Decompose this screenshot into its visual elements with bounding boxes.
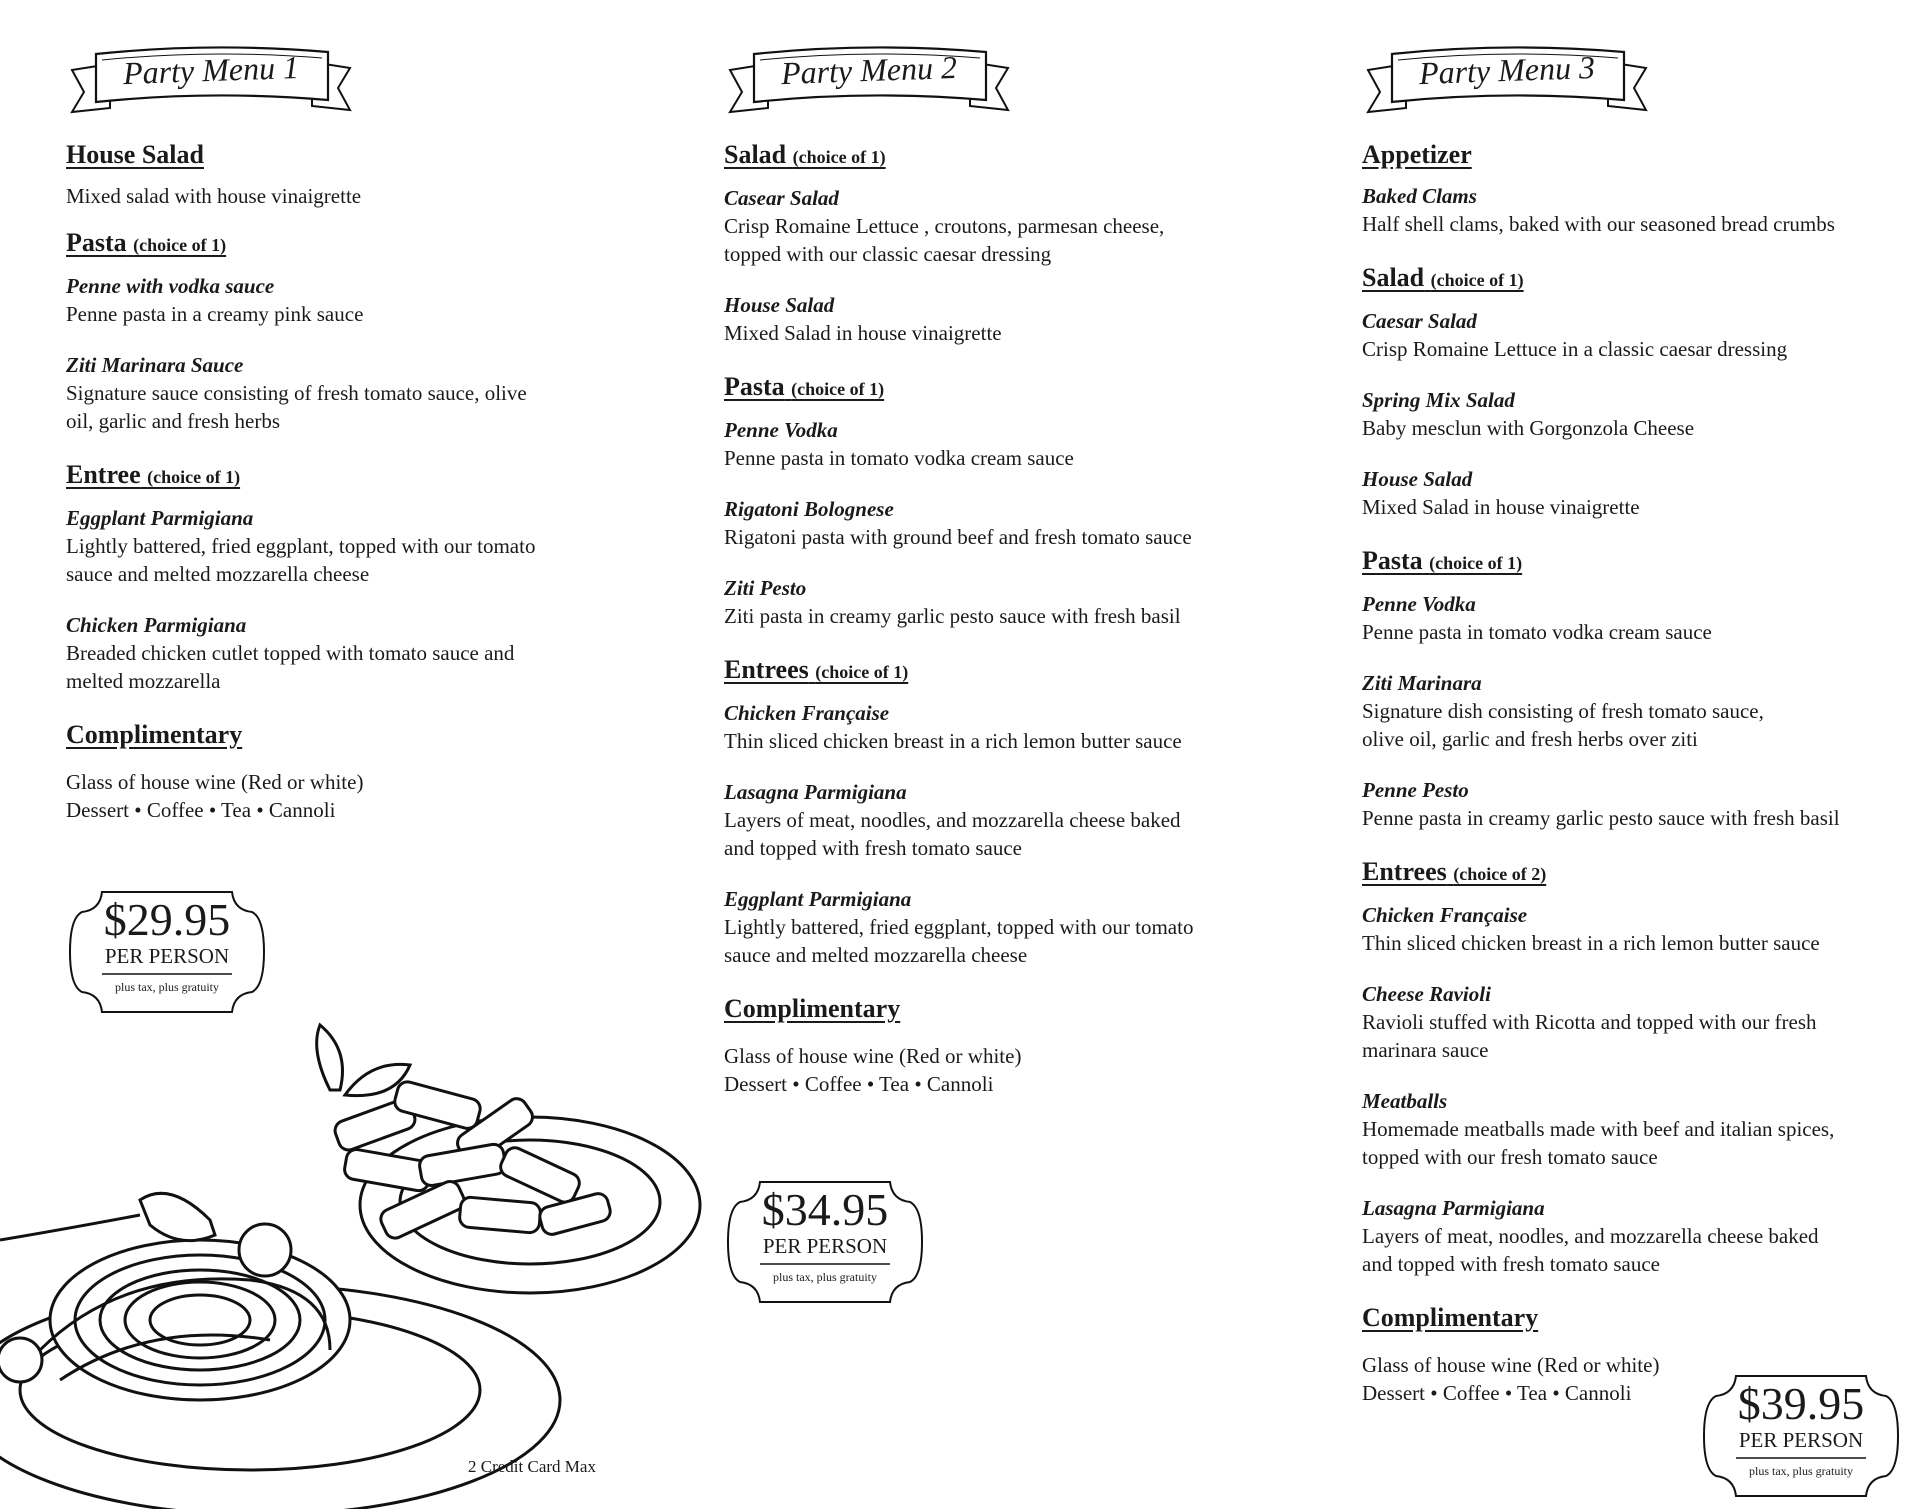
item-desc: Penne pasta in a creamy pink sauce xyxy=(66,302,364,326)
section-heading: Complimentary xyxy=(724,994,901,1023)
menu-item xyxy=(66,272,626,328)
item-desc: and topped with fresh tomato sauce xyxy=(1362,1252,1660,1276)
item-name: Lasagna Parmigiana xyxy=(724,780,907,804)
section-salad xyxy=(724,138,1284,347)
price-note: plus tax, plus gratuity xyxy=(1749,1464,1853,1478)
complimentary-line: Dessert • Coffee • Tea • Cannoli xyxy=(1362,1381,1632,1405)
section-choice: (choice of 1) xyxy=(147,467,241,487)
menu-title: Party Menu 3 xyxy=(1418,48,1596,92)
item-name: Penne Vodka xyxy=(724,418,838,442)
price-badge xyxy=(66,888,268,1016)
section-complimentary xyxy=(66,718,626,824)
section-complimentary xyxy=(724,992,1284,1098)
menu-item xyxy=(66,504,626,588)
item-desc: Ziti pasta in creamy garlic pesto sauce with fresh basil xyxy=(724,604,1181,628)
section-pasta xyxy=(724,370,1284,630)
menu-title: Party Menu 1 xyxy=(122,48,300,92)
section-heading: Pasta xyxy=(1362,546,1423,575)
section-heading: Pasta xyxy=(66,228,127,257)
price-per-person: PER PERSON xyxy=(762,1234,888,1258)
price-amount: $29.95 xyxy=(103,894,231,945)
item-desc: Penne pasta in tomato vodka cream sauce xyxy=(724,446,1074,470)
item-name: Chicken Française xyxy=(724,701,890,725)
menu-title-banner xyxy=(1362,42,1652,122)
menu-title: Party Menu 2 xyxy=(780,48,958,92)
price-note: plus tax, plus gratuity xyxy=(773,1270,877,1284)
section-appetizer xyxy=(1362,138,1920,238)
menu-item xyxy=(724,778,1284,862)
section-entree xyxy=(66,458,626,695)
complimentary-line: Glass of house wine (Red or white) xyxy=(1362,1353,1660,1377)
footer-note: 2 Credit Card Max xyxy=(468,1457,596,1476)
item-desc: Crisp Romaine Lettuce , croutons, parmesan cheese, xyxy=(724,214,1165,238)
price-badge xyxy=(1700,1372,1902,1500)
item-desc: and topped with fresh tomato sauce xyxy=(724,836,1022,860)
item-name: Ziti Pesto xyxy=(724,576,807,600)
price-per-person: PER PERSON xyxy=(104,944,230,968)
section-heading: Entrees xyxy=(724,655,809,684)
section-heading: Complimentary xyxy=(66,720,243,749)
section-heading: Entrees xyxy=(1362,857,1447,886)
menu-item xyxy=(66,611,626,695)
item-name: Lasagna Parmigiana xyxy=(1362,1196,1545,1220)
item-name: Casear Salad xyxy=(724,186,839,210)
item-desc: oil, garlic and fresh herbs xyxy=(66,409,281,433)
menu-item xyxy=(724,699,1284,755)
complimentary-line: Dessert • Coffee • Tea • Cannoli xyxy=(724,1072,994,1096)
item-desc: Signature sauce consisting of fresh tomato sauce, olive xyxy=(66,381,527,405)
section-choice: (choice of 1) xyxy=(1430,270,1524,290)
price-amount: $34.95 xyxy=(761,1184,889,1235)
item-name: Penne Pesto xyxy=(1362,778,1469,802)
section-text: Mixed salad with house vinaigrette xyxy=(66,184,362,208)
section-entrees xyxy=(1362,855,1920,1278)
section-heading: Pasta xyxy=(724,372,785,401)
item-name: Penne with vodka sauce xyxy=(66,274,275,298)
item-desc: topped with our fresh tomato sauce xyxy=(1362,1145,1658,1169)
complimentary-line: Glass of house wine (Red or white) xyxy=(66,770,364,794)
item-desc: Thin sliced chicken breast in a rich lemon butter sauce xyxy=(1362,931,1820,955)
menu-item xyxy=(1362,776,1920,832)
section-choice: (choice of 1) xyxy=(1429,553,1523,573)
item-name: Baked Clams xyxy=(1362,184,1477,208)
menu-item xyxy=(1362,386,1920,442)
item-name: Eggplant Parmigiana xyxy=(724,887,912,911)
menu-item xyxy=(1362,980,1920,1064)
item-desc: olive oil, garlic and fresh herbs over ziti xyxy=(1362,727,1698,751)
menu-item xyxy=(66,351,626,435)
section-choice: (choice of 1) xyxy=(815,662,909,682)
section-pasta xyxy=(1362,544,1920,832)
item-name: Ziti Marinara xyxy=(1362,671,1482,695)
section-entrees xyxy=(724,653,1284,969)
item-desc: Ravioli stuffed with Ricotta and topped with our fresh xyxy=(1362,1010,1817,1034)
pasta-plates-illustration xyxy=(0,1020,710,1509)
section-choice: (choice of 2) xyxy=(1453,864,1547,884)
menu-item xyxy=(724,416,1284,472)
item-name: Meatballs xyxy=(1362,1089,1448,1113)
price-per-person: PER PERSON xyxy=(1738,1428,1864,1452)
item-desc: Half shell clams, baked with our seasoned bread crumbs xyxy=(1362,212,1835,236)
menu-item xyxy=(724,184,1284,268)
section-heading: House Salad xyxy=(66,140,204,169)
item-name: Rigatoni Bolognese xyxy=(724,497,894,521)
menu-item xyxy=(724,495,1284,551)
item-desc: sauce and melted mozzarella cheese xyxy=(66,562,370,586)
item-desc: Penne pasta in creamy garlic pesto sauce with fresh basil xyxy=(1362,806,1840,830)
item-desc: Mixed Salad in house vinaigrette xyxy=(724,321,1002,345)
item-desc: Lightly battered, fried eggplant, topped with our tomato xyxy=(66,534,536,558)
section-choice: (choice of 1) xyxy=(792,147,886,167)
section-heading: Salad xyxy=(1362,263,1425,292)
item-name: Caesar Salad xyxy=(1362,309,1477,333)
price-badge xyxy=(724,1178,926,1306)
complimentary-line: Dessert • Coffee • Tea • Cannoli xyxy=(66,798,336,822)
item-desc: Signature dish consisting of fresh tomato sauce, xyxy=(1362,699,1764,723)
item-desc: sauce and melted mozzarella cheese xyxy=(724,943,1028,967)
item-name: Ziti Marinara Sauce xyxy=(66,353,244,377)
section-heading: Salad xyxy=(724,140,787,169)
section-heading: Entree xyxy=(66,460,141,489)
section-choice: (choice of 1) xyxy=(791,379,885,399)
item-desc: Layers of meat, noodles, and mozzarella cheese baked xyxy=(1362,1224,1819,1248)
price-note: plus tax, plus gratuity xyxy=(115,980,219,994)
item-name: Penne Vodka xyxy=(1362,592,1476,616)
menu-item xyxy=(724,885,1284,969)
section-house-salad xyxy=(66,138,626,210)
section-heading: Complimentary xyxy=(1362,1303,1539,1332)
item-desc: Thin sliced chicken breast in a rich lemon butter sauce xyxy=(724,729,1182,753)
item-desc: Baby mesclun with Gorgonzola Cheese xyxy=(1362,416,1695,440)
menu-item xyxy=(1362,669,1920,753)
menu-item xyxy=(1362,465,1920,521)
item-name: Chicken Française xyxy=(1362,903,1528,927)
section-pasta xyxy=(66,226,626,435)
menu-title-banner xyxy=(66,42,356,122)
menu-item xyxy=(1362,1194,1920,1278)
menu-item xyxy=(724,291,1284,347)
item-name: Cheese Ravioli xyxy=(1362,982,1491,1006)
item-name: Chicken Parmigiana xyxy=(66,613,247,637)
item-name: House Salad xyxy=(1362,467,1473,491)
menu-title-banner xyxy=(724,42,1014,122)
item-desc: Layers of meat, noodles, and mozzarella cheese baked xyxy=(724,808,1181,832)
item-desc: Penne pasta in tomato vodka cream sauce xyxy=(1362,620,1712,644)
price-amount: $39.95 xyxy=(1737,1378,1865,1429)
item-desc: Rigatoni pasta with ground beef and fresh tomato sauce xyxy=(724,525,1192,549)
menu-item xyxy=(1362,1087,1920,1171)
item-name: Spring Mix Salad xyxy=(1362,388,1515,412)
section-salad xyxy=(1362,261,1920,521)
menu-item xyxy=(724,574,1284,630)
item-desc: Crisp Romaine Lettuce in a classic caesar dressing xyxy=(1362,337,1788,361)
menu-item xyxy=(1362,182,1920,238)
item-name: House Salad xyxy=(724,293,835,317)
item-desc: Lightly battered, fried eggplant, topped with our tomato xyxy=(724,915,1194,939)
menu-item xyxy=(1362,901,1920,957)
menu-item xyxy=(1362,307,1920,363)
item-desc: Breaded chicken cutlet topped with tomato sauce and xyxy=(66,641,515,665)
complimentary-line: Glass of house wine (Red or white) xyxy=(724,1044,1022,1068)
item-desc: topped with our classic caesar dressing xyxy=(724,242,1052,266)
item-desc: marinara sauce xyxy=(1362,1038,1489,1062)
section-choice: (choice of 1) xyxy=(133,235,227,255)
item-desc: melted mozzarella xyxy=(66,669,221,693)
section-heading: Appetizer xyxy=(1362,140,1472,169)
item-desc: Mixed Salad in house vinaigrette xyxy=(1362,495,1640,519)
item-desc: Homemade meatballs made with beef and italian spices, xyxy=(1362,1117,1835,1141)
menu-item xyxy=(1362,590,1920,646)
item-name: Eggplant Parmigiana xyxy=(66,506,254,530)
